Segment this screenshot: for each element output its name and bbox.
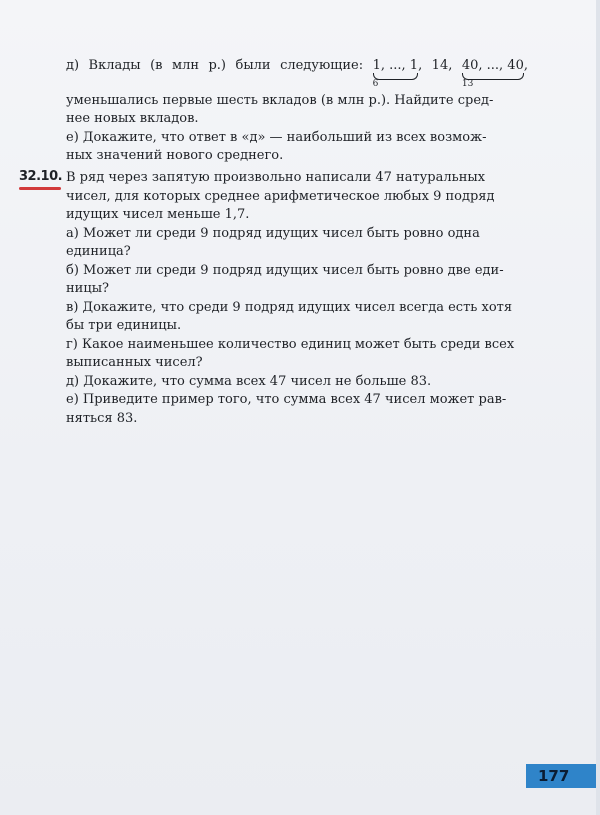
problem-line: д) Докажите, что сумма всех 47 чисел не больше 83. (66, 373, 432, 389)
page-number: 177 (526, 764, 600, 788)
part-d-line-2: уменьшались первые шесть вкладов (в млн р.). Найдите сред- (66, 92, 494, 108)
underbrace-ones-count: 6 (372, 79, 379, 89)
problem-line: б) Может ли среди 9 подряд идущих чисел быть ровно две еди- (66, 262, 504, 278)
problem-line: чисел, для которых среднее арифметическое любых 9 подряд (66, 188, 495, 204)
problem-number: 32.10. (19, 169, 63, 184)
problem-line: идущих чисел меньше 1,7. (66, 207, 250, 222)
previous-problem-continuation (66, 57, 528, 166)
problem-line: е) Приведите пример того, что сумма всех 47 чисел может рав- (66, 392, 507, 407)
problem-line: няться 83. (66, 410, 138, 426)
sequence-tail: , (523, 58, 528, 73)
problem-text (66, 169, 528, 428)
problem-line: ницы? (66, 281, 110, 296)
sequence-ones (372, 57, 419, 89)
part-e-line-1: е) Докажите, что ответ в «д» — наибольший из всех возмож- (66, 129, 487, 145)
underbrace-forties-count: 13 (461, 79, 474, 89)
sequence-middle: , 14, (418, 58, 462, 73)
page-edge (596, 0, 600, 815)
sequence-forties-text: 40, ..., 40 (461, 58, 524, 73)
part-d-prefix: д) Вклады (в млн р.) были следующие: (66, 58, 373, 73)
part-d-line-1 (66, 57, 528, 89)
problem-number-underline (19, 187, 61, 190)
problem-line: г) Какое наименьшее количество единиц может быть среди всех (66, 336, 515, 352)
problem-line: выписанных чисел? (66, 355, 203, 370)
part-e-line-2: ных значений нового среднего. (66, 148, 284, 163)
problem-line: а) Может ли среди 9 подряд идущих чисел быть ровно одна (66, 225, 480, 241)
problem-line: В ряд через запятую произвольно написали 47 натуральных (66, 170, 486, 185)
sequence-forties (461, 57, 524, 89)
problem-line: в) Докажите, что среди 9 подряд идущих чисел всегда есть хотя (66, 299, 513, 315)
sequence-ones-text: 1, ..., 1 (372, 58, 419, 73)
problem-line: единица? (66, 244, 131, 259)
problem-line: бы три единицы. (66, 318, 182, 333)
part-d-line-3: нее новых вкладов. (66, 111, 199, 126)
